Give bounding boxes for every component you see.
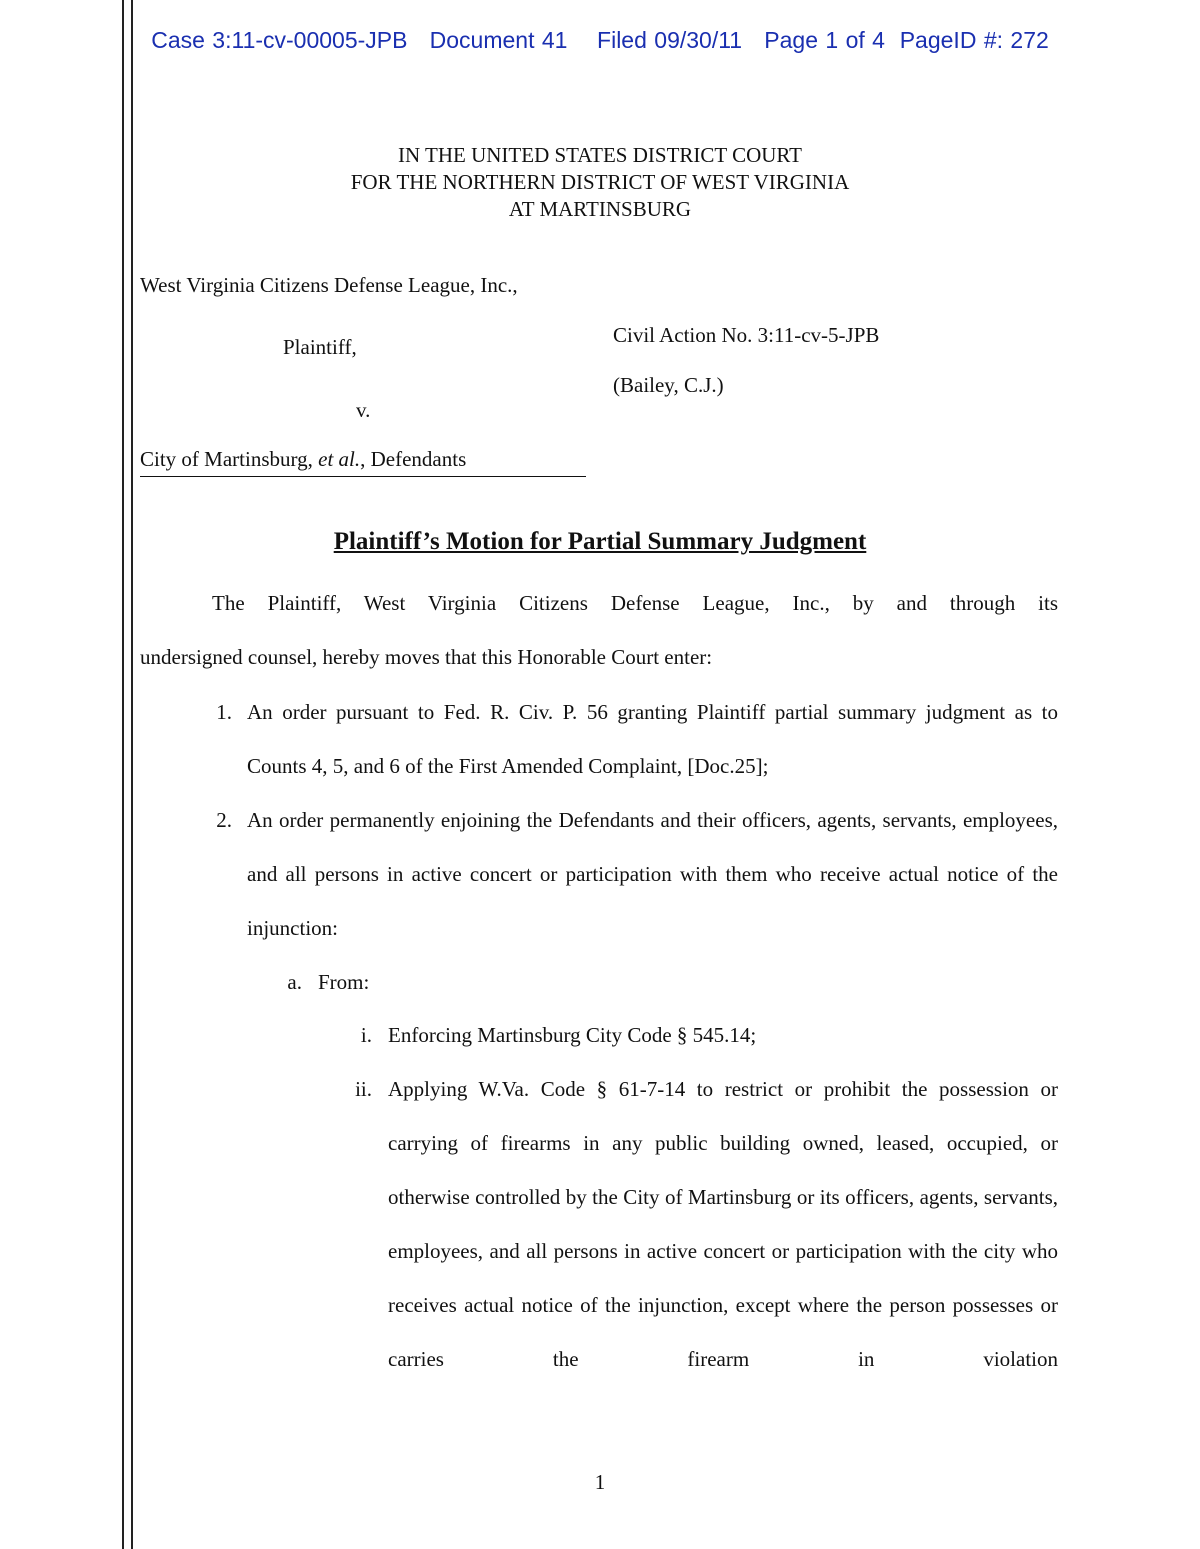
caption-underline bbox=[140, 476, 586, 477]
item-1-marker: 1. bbox=[216, 700, 232, 724]
motion-title: Plaintiff’s Motion for Partial Summary Judgment bbox=[333, 528, 867, 555]
defendant-line bbox=[140, 446, 466, 473]
page-id: PageID #: 272 bbox=[899, 27, 1049, 53]
versus: v. bbox=[356, 398, 371, 422]
ecf-header-stamp bbox=[0, 27, 1200, 54]
intro-line-1: The Plaintiff, West Virginia Citizens Defense League, Inc., by and through its bbox=[212, 591, 1058, 615]
margin-rule-left bbox=[122, 0, 124, 1549]
margin-rule-right bbox=[131, 0, 133, 1549]
intro-line-2: undersigned counsel, hereby moves that this Honorable Court enter: bbox=[140, 645, 713, 669]
plaintiff-name: West Virginia Citizens Defense League, Inc., bbox=[140, 273, 518, 297]
et-al: et al. bbox=[318, 447, 361, 471]
page-count: Page 1 of 4 bbox=[764, 27, 885, 53]
sub-item-a-text: From: bbox=[318, 970, 370, 994]
court-line-1: IN THE UNITED STATES DISTRICT COURT bbox=[397, 143, 803, 167]
item-2-text: An order permanently enjoining the Defendants and their officers, agents, servants, employees, and all persons in active concert or participation with them who receive actual notice of the injunction: bbox=[247, 808, 1058, 940]
sub-item-a-marker: a. bbox=[287, 970, 302, 994]
item-2-marker: 2. bbox=[216, 808, 232, 832]
plaintiff-role: Plaintiff, bbox=[283, 335, 357, 359]
defendant-name: City of Martinsburg, bbox=[140, 447, 319, 471]
case-number: Case 3:11-cv-00005-JPB bbox=[151, 27, 408, 53]
court-heading bbox=[0, 142, 1200, 223]
sub-sub-item-ii-marker: ii. bbox=[355, 1077, 372, 1101]
page-number: 1 bbox=[594, 1470, 606, 1494]
defendant-role: , Defendants bbox=[360, 447, 467, 471]
judge-name: (Bailey, C.J.) bbox=[613, 373, 724, 397]
sub-sub-item-i-text: Enforcing Martinsburg City Code § 545.14; bbox=[388, 1023, 757, 1047]
civil-action-number: Civil Action No. 3:11-cv-5-JPB bbox=[613, 323, 880, 347]
filed-date: Filed 09/30/11 bbox=[597, 27, 743, 53]
sub-sub-item-ii-text: Applying W.Va. Code § 61-7-14 to restrict or prohibit the possession or carrying of firearms in any public building owned, leased, occupied, or otherwise controlled by the City of Martinsburg or its officers, agents, servants, employees, and all persons in active concert or participation with the city who receives actual notice of the injunction, except where the person possesses or carries the firearm in violation bbox=[388, 1077, 1058, 1371]
document-number: Document 41 bbox=[429, 27, 568, 53]
sub-sub-item-i-marker: i. bbox=[360, 1023, 372, 1047]
court-line-2: FOR THE NORTHERN DISTRICT OF WEST VIRGINIA bbox=[350, 170, 850, 194]
court-line-3: AT MARTINSBURG bbox=[508, 197, 692, 221]
item-1-text: An order pursuant to Fed. R. Civ. P. 56 granting Plaintiff partial summary judgment as to Counts 4, 5, and 6 of the First Amended Complaint, [Doc.25]; bbox=[247, 700, 1058, 778]
